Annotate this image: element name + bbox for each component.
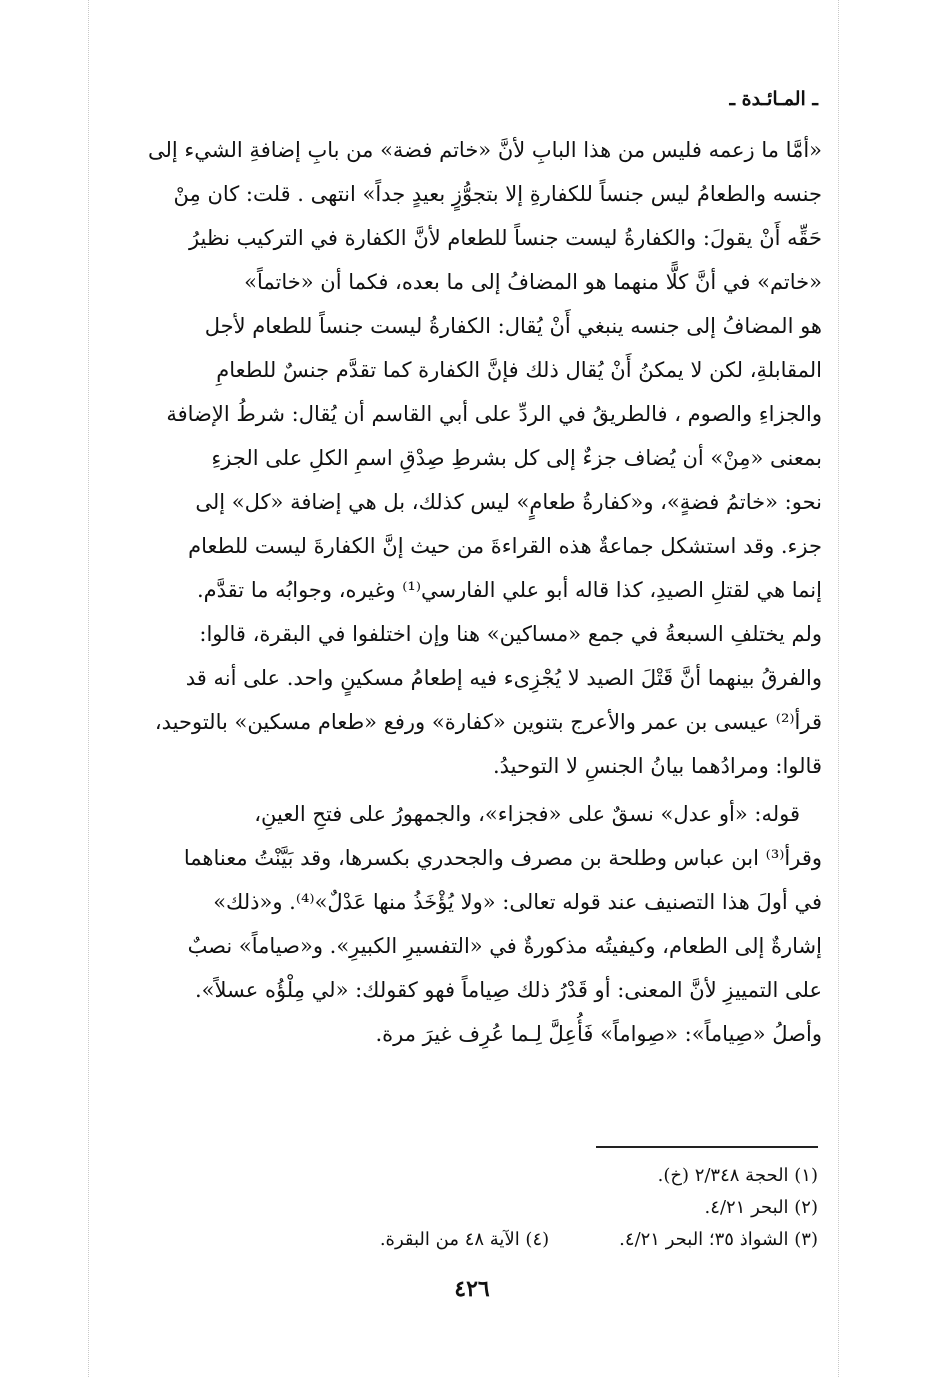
footnote-row	[112, 1192, 818, 1224]
text-line: «خاتم» في أنَّ كلًّا منهما هو المضافُ إلى ما بعده، فكما أن «خاتماً»	[244, 270, 822, 294]
text-line: حَقِّه أَنْ يقولَ: والكفارةُ ليست جنساً للطعام لأنَّ الكفارة في التركيب نظيرُ	[188, 226, 822, 250]
text-line: جزء. وقد استشكل جماعةٌ هذه القراءةَ من حيث إنَّ الكفارةَ ليست للطعام	[188, 534, 822, 558]
page-number: ٤٢٦	[454, 1276, 490, 1302]
footnote-1: (١) الحجة ٢/٣٤٨ (خ).	[657, 1165, 818, 1186]
footnote-separator	[596, 1146, 818, 1148]
footnote-row	[112, 1160, 818, 1192]
scan-margin-right	[838, 0, 839, 1377]
text-line: هو المضافُ إلى جنسه ينبغي أَنْ يُقال: الكفارةُ ليست جنساً للطعام لأجل	[204, 314, 822, 338]
text-line: قوله: «أو عدل» نسقٌ على «فجزاء»، والجمهورُ على فتحِ العينِ،	[254, 802, 800, 826]
text-line: وقرأ⁽³⁾ ابن عباس وطلحة بن مصرف والجحدري بكسرها، وقد بَيَّنْتُ معناهما	[183, 846, 822, 870]
text-line: جنسه والطعامُ ليس جنساً للكفارةِ إلا بتجوُّزٍ بعيدٍ جداً» انتهى . قلت: كان مِنْ	[173, 182, 822, 206]
text-line: إشارةٌ إلى الطعام، وكيفيتُه مذكورةٌ في «التفسيرِ الكبيرِ». و«صياماً» نصبٌ	[187, 934, 822, 958]
running-header: ـ المـائـدة ـ	[729, 88, 818, 110]
text-line: نحو: «خاتمُ فضةٍ»، و«كفارةُ طعامٍ» ليس كذلك، بل هي إضافة «كل» إلى	[195, 490, 822, 514]
text-line: قرأ⁽²⁾ عيسى بن عمر والأعرج بتنوين «كفارة» ورفع «طعام مسكين» بالتوحيد،	[154, 710, 822, 734]
text-line: في أولَ هذا التصنيف عند قوله تعالى: «ولا يُؤْخَذُ منها عَدْلٌ»⁽⁴⁾. و«ذلك»	[213, 890, 822, 914]
text-line: «أمَّا ما زعمه فليس من هذا البابِ لأنَّ «خاتم فضة» من بابِ إضافةِ الشيء إلى	[148, 138, 822, 162]
text-line: المقابلةِ، لكن لا يمكنُ أَنْ يُقال ذلك فإنَّ الكفارة كما تقدَّم جنسٌ للطعامِ	[216, 358, 822, 382]
text-line: ولم يختلفِ السبعةُ في جمع «مساكين» هنا وإن اختلفوا في البقرة، قالوا:	[199, 622, 822, 646]
footnote-3: (٣) الشواذ ٣٥؛ البحر ٤/٢١.	[619, 1229, 818, 1250]
text-line: والفرقُ بينهما أنَّ قَتْلَ الصيد لا يُجْزِىء فيه إطعامُ مسكينٍ واحد. على أنه قد	[185, 666, 822, 690]
text-line: قالوا: ومرادُهما بيانُ الجنسِ لا التوحيدُ.	[492, 754, 822, 778]
main-text	[112, 128, 822, 1056]
footnote-2: (٢) البحر ٤/٢١.	[704, 1197, 818, 1218]
text-line: على التمييزِ لأنَّ المعنى: أو قَدْرُ ذلك صِياماً فهو كقولك: «لي مِلْؤُه عسلاً».	[194, 978, 822, 1002]
text-line: والجزاءِ والصوم ، فالطريقُ في الردِّ على أبي القاسم أن يُقال: شرطُ الإضافة	[166, 402, 822, 426]
footnotes	[112, 1160, 818, 1256]
text-line: بمعنى «مِنْ» أن يُضاف جزءٌ إلى كل بشرطِ صِدْقِ اسمِ الكلِ على الجزءِ	[211, 446, 822, 470]
footnote-row	[112, 1224, 818, 1256]
text-line: وأصلُ «صِياماً»: «صِواماً» فَأُعِلَّ لِـما عُرِف غيرَ مرة.	[375, 1022, 822, 1046]
footnote-4: (٤) الآية ٤٨ من البقرة.	[379, 1229, 550, 1250]
scan-margin-left	[88, 0, 89, 1377]
text-line: إنما هي لقتلِ الصيدِ، كذا قاله أبو علي الفارسي⁽¹⁾ وغيره، وجوابُه ما تقدَّم.	[196, 578, 822, 602]
